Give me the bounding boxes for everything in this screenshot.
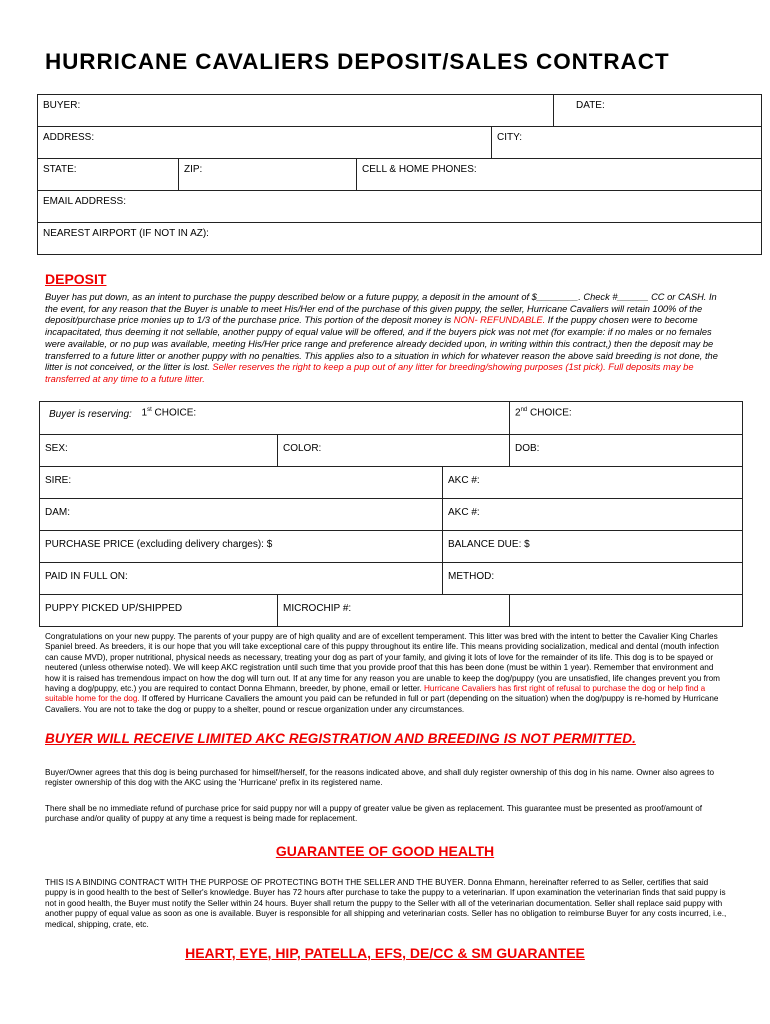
akc-registration-banner: BUYER WILL RECEIVE LIMITED AKC REGISTRATION AND BREEDING IS NOT PERMITTED.: [45, 731, 636, 746]
guarantee-text: THIS IS A BINDING CONTRACT WITH THE PURPOSE OF PROTECTING BOTH THE SELLER AND THE BUYER. Donna Ehmann, hereinafter referred to as Seller, certifies that said puppy is in good health to the best of Seller's knowledge. Buyer has 72 hours after purchase to take the puppy to a veterinarian. If upon examination the veterinarian finds that said puppy is not in good health, the Buyer must notify the Seller within 24 hours. Buyer shall return the puppy to the Seller with all of the veterinarian documentation. Seller shall replace said puppy with another puppy of equal value as soon as one is available. Buyer is responsible for all shipping and veterinarian costs. Seller has no obligation to reimburse Buyer for any costs incurred, i.e., medical, shipping, crate, etc.: [45, 878, 727, 929]
puppy-table: [39, 401, 743, 627]
phones-field[interactable]: CELL & HOME PHONES:: [357, 159, 762, 191]
picked-up-field[interactable]: PUPPY PICKED UP/SHIPPED: [40, 595, 278, 627]
microchip-extra-field[interactable]: [510, 595, 743, 627]
sire-akc-field[interactable]: AKC #:: [443, 467, 743, 499]
airport-field[interactable]: NEAREST AIRPORT (IF NOT IN AZ):: [43, 228, 209, 239]
refund-policy-text: There shall be no immediate refund of purchase price for said puppy nor will a puppy of greater value be given as replacement. This guarantee must be presented as proof/amount of purchase and/or quality of puppy at any time a request is being made for replacement.: [45, 804, 703, 824]
reserving-label: Buyer is reserving:: [40, 402, 137, 435]
payment-method-field[interactable]: METHOD:: [443, 563, 743, 595]
zip-field[interactable]: ZIP:: [179, 159, 357, 191]
purchase-price-field[interactable]: PURCHASE PRICE (excluding delivery charges): $: [40, 531, 443, 563]
page-title: HURRICANE CAVALIERS DEPOSIT/SALES CONTRACT: [45, 49, 670, 74]
dam-field[interactable]: DAM:: [40, 499, 443, 531]
email-field[interactable]: EMAIL ADDRESS:: [43, 196, 126, 207]
sex-field[interactable]: SEX:: [40, 435, 278, 467]
first-choice-field[interactable]: 1st CHOICE:: [137, 402, 510, 435]
buyer-info-table: [37, 94, 762, 255]
owner-agreement-text: Buyer/Owner agrees that this dog is being purchased for himself/herself, for the reasons indicated above, and shall duly register ownership of this dog in his name. Owner also agrees to register ownership of this dog with the AKC using the 'Hurricane' prefix in its registered name.: [45, 768, 715, 788]
balance-due-field[interactable]: BALANCE DUE: $: [443, 531, 743, 563]
city-field[interactable]: CITY:: [492, 127, 762, 159]
sire-field[interactable]: SIRE:: [40, 467, 443, 499]
congratulations-text: Congratulations on your new puppy. The parents of your puppy are of high quality and are of excellent temperament. This litter was bred with the intent to better the Cavalier King Charles Spaniel breed. As breeders, it is our hope that you will take exceptional care of this puppy throughout its entire life. This means providing socialization, medical and dental (mouth infection can cause MVD), proper nutritional, physical needs as necessary, treating your dog as part of your family, and giving it lots of love for the remainder of its life. This dog is to be spayed or neutered (unless otherwise noted). We will keep AKC registration until such time that you provide proof that this has been done (must be within 1 year). Remember that environment and how it is raised has tremendous impact on how the dog will turn out. If at any time for any reason you are unable to keep the dog/puppy (you are unsatisfied, life changes prevent you from having a dog/puppy, etc.) you are required to contact Donna Ehmann, breeder, by phone, email or letter. Hurricane Cavaliers has first right of refusal to purchase the dog or help find a suitable home for the dog. If offered by Hurricane Cavaliers the amount you paid can be refunded in full or part (depending on the situation) when the dog/puppy is re-homed by Hurricane Cavaliers. You are not to take the dog or puppy to a shelter, pound or rescue organization under any circumstances.: [45, 632, 720, 714]
buyer-field[interactable]: BUYER:: [43, 100, 81, 111]
state-field[interactable]: STATE:: [43, 164, 77, 175]
dam-akc-field[interactable]: AKC #:: [443, 499, 743, 531]
microchip-field[interactable]: MICROCHIP #:: [278, 595, 510, 627]
paid-in-full-field[interactable]: PAID IN FULL ON:: [40, 563, 443, 595]
first-refusal-note: Hurricane Cavaliers has first right of refusal to purchase the dog or help find a suitable home for the dog.: [45, 684, 706, 704]
second-choice-field[interactable]: 2nd CHOICE:: [510, 402, 743, 435]
guarantee-heading: GUARANTEE OF GOOD HEALTH: [275, 843, 495, 859]
seller-rights-note: Seller reserves the right to keep a pup out of any litter for breeding/showing purposes (1st pick). Full deposits may be transferred at any time to a future litter.: [45, 362, 694, 384]
deposit-heading: DEPOSIT: [45, 271, 107, 287]
non-refundable-note: NON- REFUNDABLE.: [453, 315, 546, 326]
heart-guarantee-heading: HEART, EYE, HIP, PATELLA, EFS, DE/CC & SM GUARANTEE: [185, 945, 585, 961]
deposit-text: Buyer has put down, as an intent to purchase the puppy described below or a future puppy, a deposit in the amount of $________. Check #______ CC or CASH. In the event, for any reason that the Buyer is unable to meet His/Her end of the purchase of this given puppy, the seller, Hurricane Cavaliers will retain 100% of the deposit/purchase price monies up to 1/3 of the purchase price. This portion of the deposit money is NON- REFUNDABLE. If the puppy chosen were to become incapacitated, thus deeming it not sellable, another puppy of equal value will be offered, and if the buyers pick was not met (for example: if no males or no females were available, or no pup was available, meeting His/Her price range and preference already decided upon, in writing within this contract,) then the deposit may be transferred to a future litter or another puppy with no penalties. This applies also to a situation in which for whatever reason the above said breeding is not done, the litter is not conceived, or the litter is lost. Seller reserves the right to keep a pup out of any litter for breeding/showing purposes (1st pick). Full deposits may be transferred at any time to a future litter.: [45, 292, 718, 384]
dob-field[interactable]: DOB:: [510, 435, 743, 467]
date-field[interactable]: DATE:: [554, 95, 762, 127]
color-field[interactable]: COLOR:: [278, 435, 510, 467]
address-field[interactable]: ADDRESS:: [43, 132, 95, 143]
